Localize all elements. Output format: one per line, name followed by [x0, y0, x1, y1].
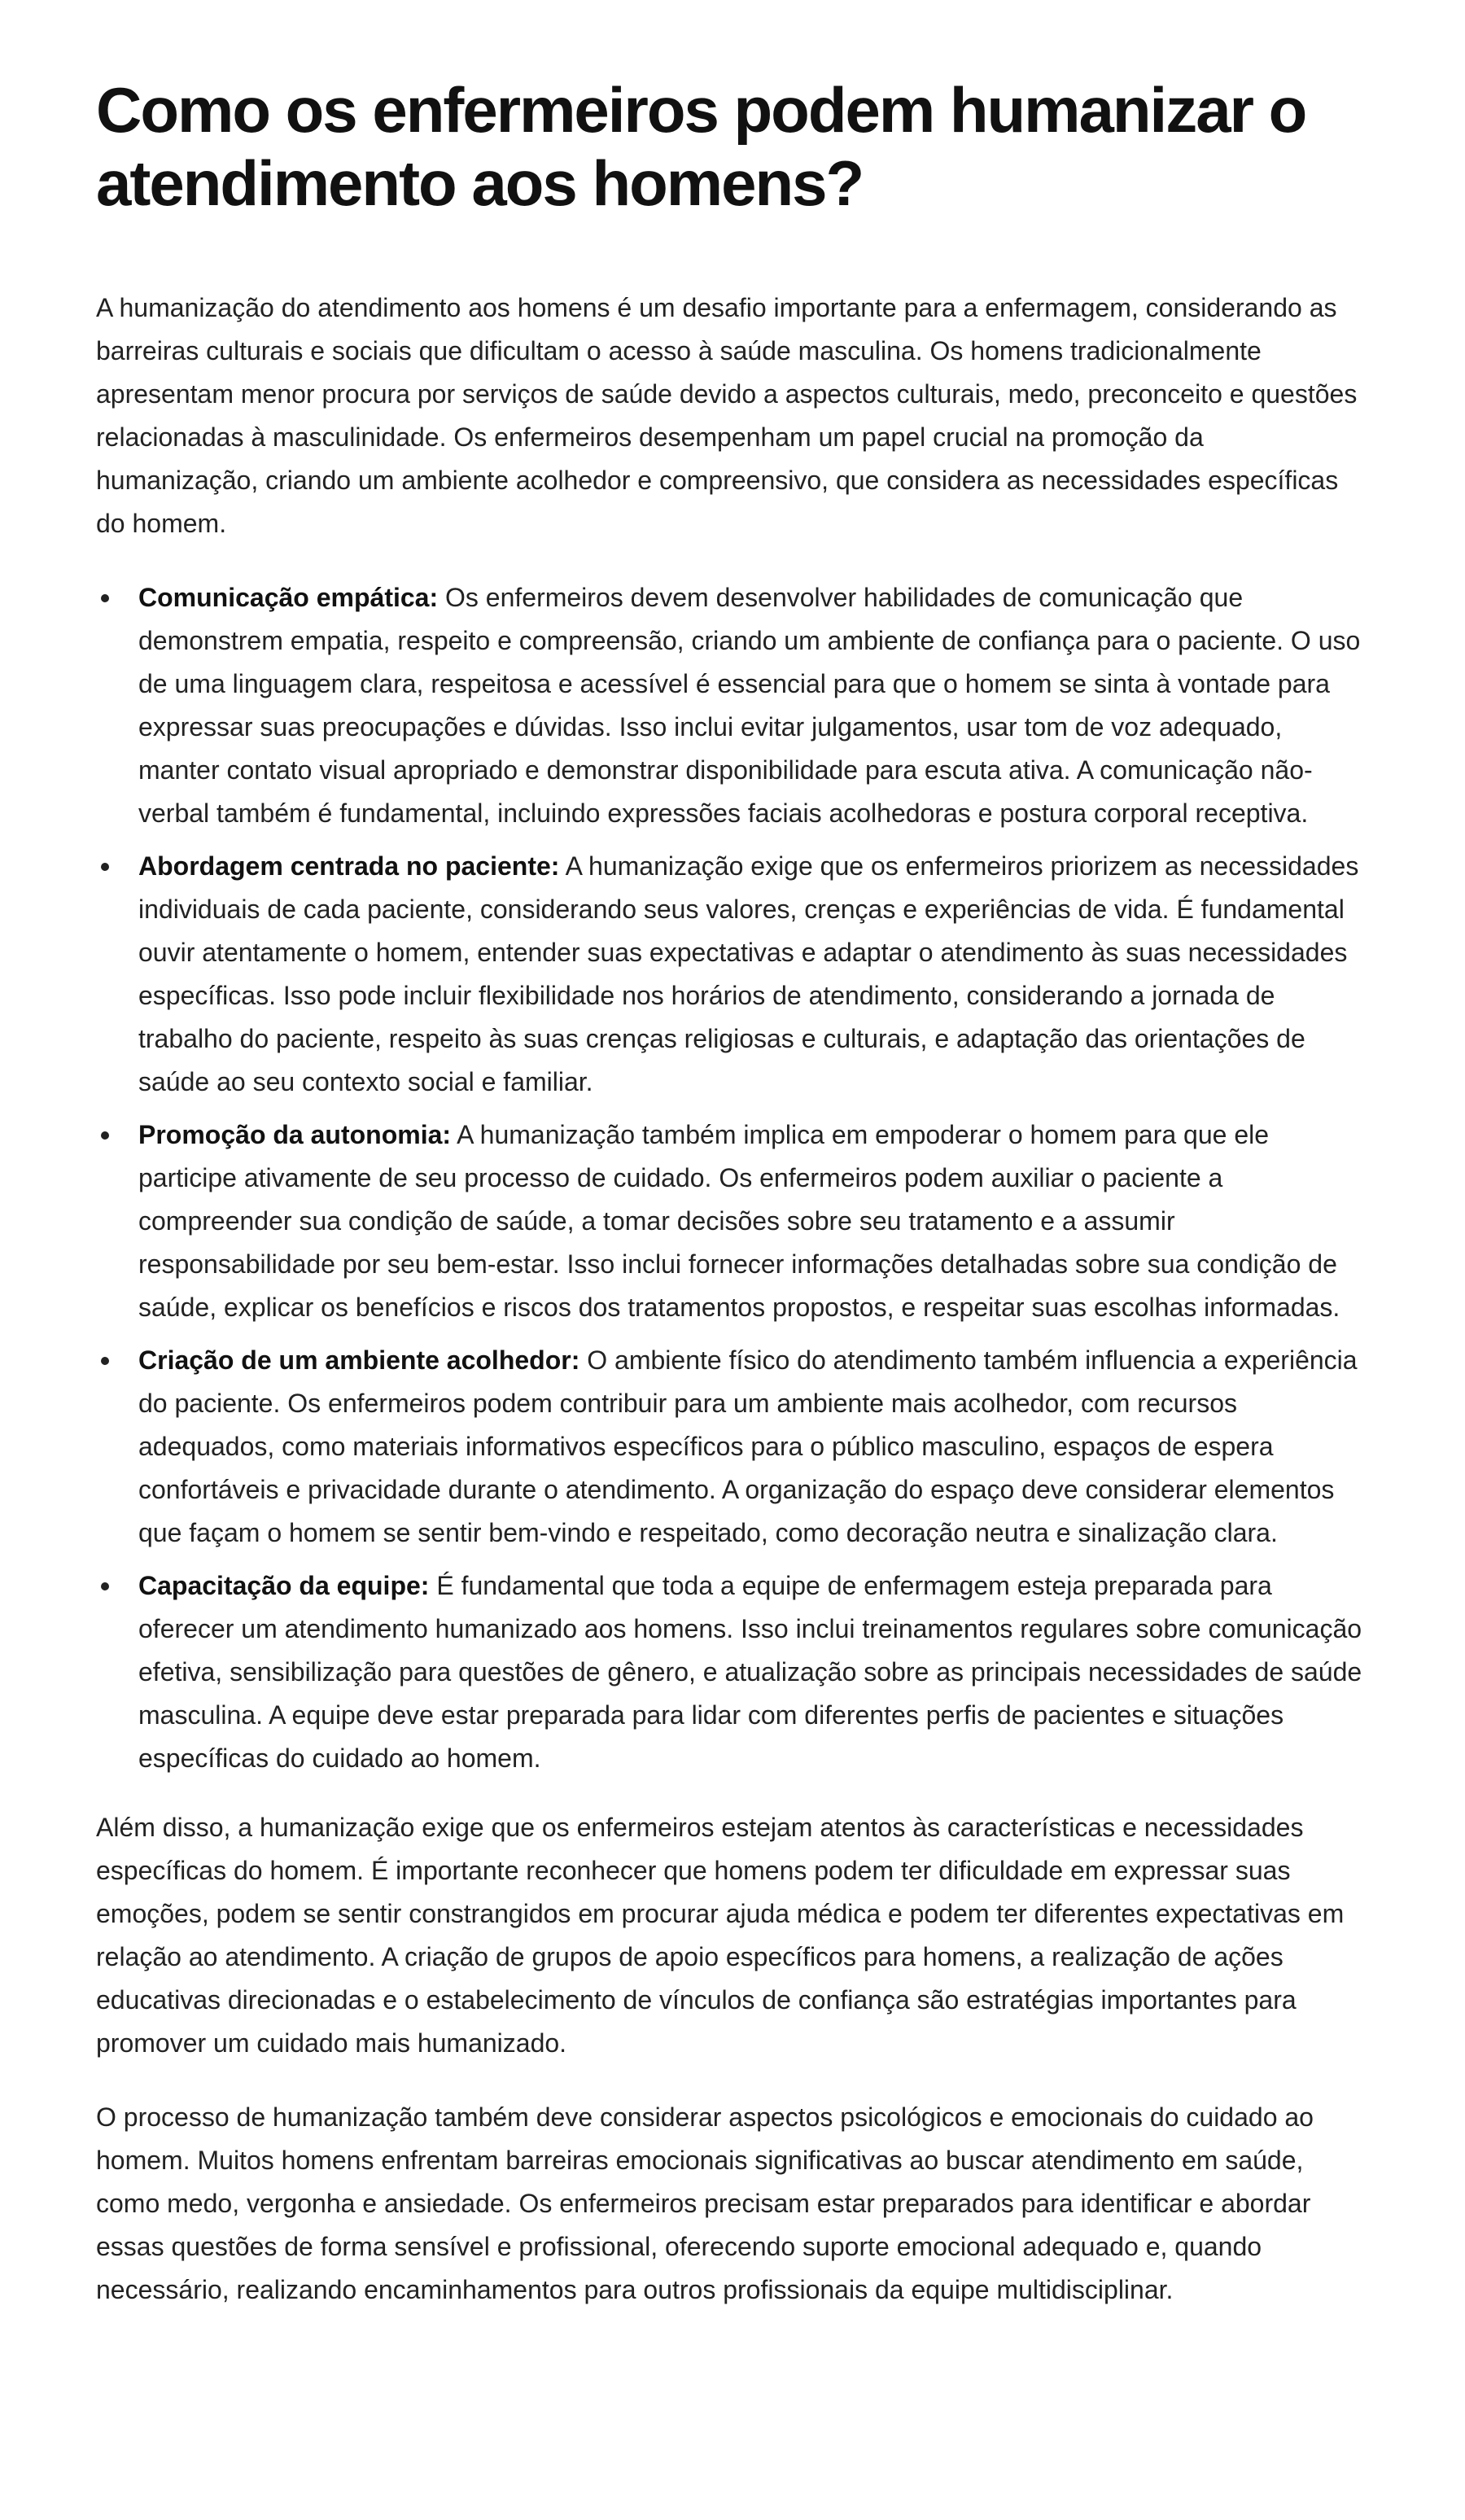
list-item-heading: Abordagem centrada no paciente:: [138, 851, 560, 881]
list-item-capacitacao: [96, 1564, 1369, 1780]
list-item-heading: Comunicação empática:: [138, 583, 439, 612]
list-item-text: A humanização exige que os enfermeiros priorizem as necessidades individuais de cada paciente, considerando seus valores, crenças e experiências de vida. É fundamental ouvir atentamente o homem, entender suas expectativas e adaptar o atendimento às suas necessidades específicas. Isso pode incluir flexibilidade nos horários de atendimento, considerando a jornada de trabalho do paciente, respeito às suas crenças religiosas e culturais, e adaptação das orientações de saúde ao seu contexto social e familiar.: [138, 851, 1359, 1096]
page-title: Como os enfermeiros podem humanizar o atendimento aos homens?: [96, 74, 1306, 219]
paragraph-aspectos-psicologicos: O processo de humanização também deve considerar aspectos psicológicos e emocionais do cuidado ao homem. Muitos homens enfrentam barreiras emocionais significativas ao buscar atendimento em saúde, como medo, vergonha e ansiedade. Os enfermeiros precisam estar preparados para identificar e abordar essas questões de forma sensível e profissional, oferecendo suporte emocional adequado e, quando necessário, realizando encaminhamentos para outros profissionais da equipe multidisciplinar.: [96, 2102, 1314, 2304]
list-item-text: É fundamental que toda a equipe de enfermagem esteja preparada para oferecer um atendimento humanizado aos homens. Isso inclui treinamentos regulares sobre comunicação efetiva, sensibilização para questões de gênero, e atualização sobre as principais necessidades de saúde masculina. A equipe deve estar preparada para lidar com diferentes perfis de pacientes e situações específicas do cuidado ao homem.: [138, 1571, 1362, 1773]
bullet-icon: [101, 594, 109, 602]
list-item-text: O ambiente físico do atendimento também influencia a experiência do paciente. Os enfermeiros podem contribuir para um ambiente mais acolhedor, com recursos adequados, como materiais informativos específicos para o público masculino, espaços de espera confortáveis e privacidade durante o atendimento. A organização do espaço deve considerar elementos que façam o homem se sentir bem-vindo e respeitado, como decoração neutra e sinalização clara.: [138, 1345, 1358, 1547]
list-item-heading: Capacitação da equipe:: [138, 1571, 430, 1600]
intro-paragraph: A humanização do atendimento aos homens é um desafio importante para a enfermagem, considerando as barreiras culturais e sociais que dificultam o acesso à saúde masculina. Os homens tradicionalmente apresentam menor procura por serviços de saúde devido a aspectos culturais, medo, preconceito e questões relacionadas à masculinidade. Os enfermeiros desempenham um papel crucial na promoção da humanização, criando um ambiente acolhedor e compreensivo, que considera as necessidades específicas do homem.: [96, 293, 1358, 538]
list-item-autonomia: [96, 1113, 1369, 1329]
list-item-heading: Criação de um ambiente acolhedor:: [138, 1345, 580, 1375]
bullet-icon: [101, 1582, 109, 1590]
list-item-text: Os enfermeiros devem desenvolver habilidades de comunicação que demonstrem empatia, respeito e compreensão, criando um ambiente de confiança para o paciente. O uso de uma linguagem clara, respeitosa e acessível é essencial para que o homem se sinta à vontade para expressar suas preocupações e dúvidas. Isso inclui evitar julgamentos, usar tom de voz adequado, manter contato visual apropriado e demonstrar disponibilidade para escuta ativa. A comunicação não-verbal também é fundamental, incluindo expressões faciais acolhedoras e postura corporal receptiva.: [138, 583, 1361, 828]
list-item-ambiente: [96, 1339, 1369, 1555]
key-points-list: [96, 576, 1369, 1780]
bullet-icon: [101, 1131, 109, 1140]
list-item-comunicacao: [96, 576, 1369, 835]
list-item-heading: Promoção da autonomia:: [138, 1120, 452, 1149]
paragraph-caracteristicas: Além disso, a humanização exige que os enfermeiros estejam atentos às características e necessidades específicas do homem. É importante reconhecer que homens podem ter dificuldade em expressar suas emoções, podem se sentir constrangidos em procurar ajuda médica e podem ter diferentes expectativas em relação ao atendimento. A criação de grupos de apoio específicos para homens, a realização de ações educativas direcionadas e o estabelecimento de vínculos de confiança são estratégias importantes para promover um cuidado mais humanizado.: [96, 1813, 1345, 2058]
list-item-text: A humanização também implica em empoderar o homem para que ele participe ativamente de seu processo de cuidado. Os enfermeiros podem auxiliar o paciente a compreender sua condição de saúde, a tomar decisões sobre seu tratamento e a assumir responsabilidade por seu bem-estar. Isso inclui fornecer informações detalhadas sobre sua condição de saúde, explicar os benefícios e riscos dos tratamentos propostos, e respeitar suas escolhas informadas.: [138, 1120, 1340, 1322]
bullet-icon: [101, 1357, 109, 1365]
bullet-icon: [101, 863, 109, 871]
list-item-abordagem: [96, 845, 1369, 1104]
